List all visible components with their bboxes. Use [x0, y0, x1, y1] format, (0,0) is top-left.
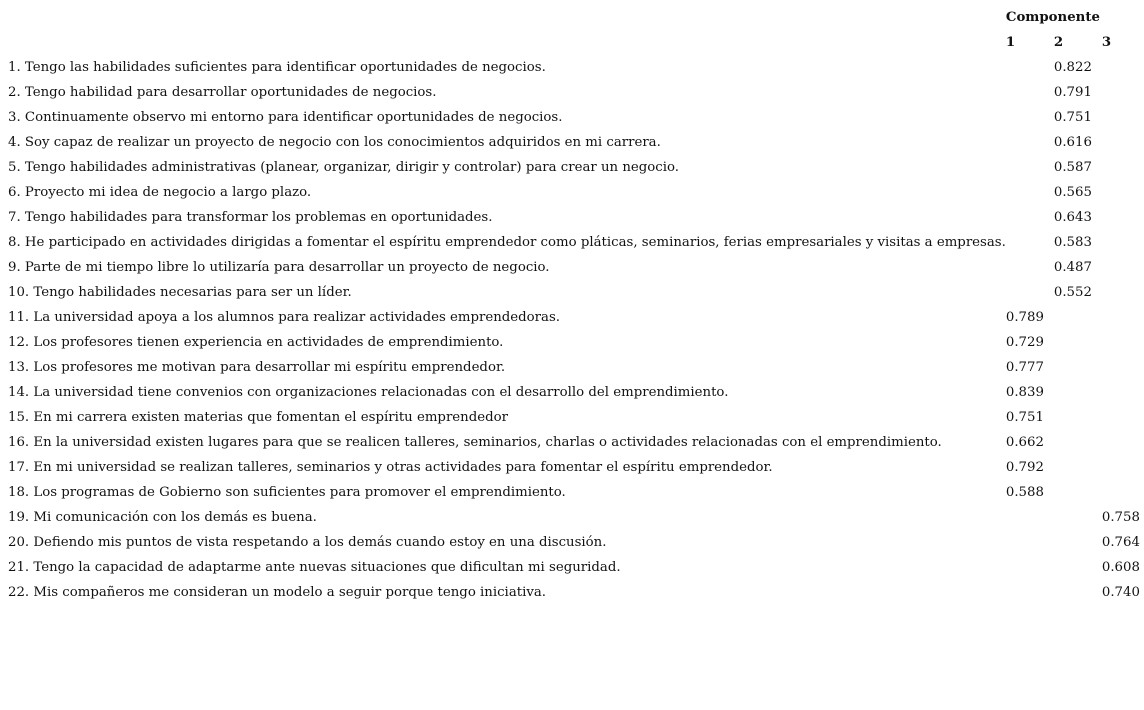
item-text: 2. Tengo habilidad para desarrollar oportunidades de negocios.	[8, 85, 437, 100]
loading-component-1	[1006, 105, 1054, 130]
table-header	[8, 5, 1142, 55]
loading-component-1	[1006, 155, 1054, 180]
table-row	[8, 330, 1142, 355]
table-row	[8, 280, 1142, 305]
loading-component-2: 0.643	[1053, 210, 1092, 225]
loading-component-2	[1054, 555, 1102, 580]
loading-component-3	[1102, 355, 1142, 380]
column-header-3: 3	[1101, 35, 1112, 50]
loading-component-1: 0.588	[1005, 485, 1044, 500]
loading-component-3	[1102, 105, 1142, 130]
loading-component-1: 0.751	[1005, 410, 1044, 425]
loading-component-3	[1102, 80, 1142, 105]
table-row	[8, 230, 1142, 255]
table-row	[8, 480, 1142, 505]
item-text: 21. Tengo la capacidad de adaptarme ante nuevas situaciones que dificultan mi seguridad.	[8, 560, 621, 575]
table-row	[8, 530, 1142, 555]
item-text: 17. En mi universidad se realizan talleres, seminarios y otras actividades para fomentar el espíritu emprendedor.	[8, 460, 773, 475]
loading-component-2: 0.565	[1053, 185, 1092, 200]
loading-component-3	[1102, 430, 1142, 455]
item-text: 19. Mi comunicación con los demás es buena.	[8, 510, 317, 525]
loading-component-3	[1102, 480, 1142, 505]
item-text: 10. Tengo habilidades necesarias para ser un líder.	[8, 285, 352, 300]
loading-component-1	[1006, 255, 1054, 280]
table-row	[8, 305, 1142, 330]
loading-component-2: 0.822	[1053, 60, 1092, 75]
loading-component-1	[1006, 555, 1054, 580]
table-row	[8, 105, 1142, 130]
loading-component-3	[1102, 180, 1142, 205]
table-row	[8, 555, 1142, 580]
loading-component-3	[1102, 405, 1142, 430]
loading-component-1: 0.729	[1005, 335, 1044, 350]
item-text: 4. Soy capaz de realizar un proyecto de negocio con los conocimientos adquiridos en mi carrera.	[8, 135, 661, 150]
loading-component-3	[1102, 205, 1142, 230]
loading-component-1	[1006, 180, 1054, 205]
table-row	[8, 180, 1142, 205]
loading-component-1	[1006, 205, 1054, 230]
loading-component-1	[1006, 230, 1054, 255]
item-text: 8. He participado en actividades dirigidas a fomentar el espíritu emprendedor como pláticas, seminarios, ferias empresariales y visitas a empresas.	[8, 235, 1006, 250]
loading-component-2	[1054, 530, 1102, 555]
loading-component-3	[1102, 380, 1142, 405]
item-text: 14. La universidad tiene convenios con organizaciones relacionadas con el desarrollo del emprendimiento.	[8, 385, 729, 400]
column-header-1: 1	[1005, 35, 1016, 50]
column-header-2: 2	[1053, 35, 1064, 50]
table-row	[8, 455, 1142, 480]
loading-component-2: 0.552	[1053, 285, 1092, 300]
component-group-label: Componente	[1005, 10, 1100, 25]
loading-component-1: 0.789	[1005, 310, 1044, 325]
item-text: 22. Mis compañeros me consideran un modelo a seguir porque tengo iniciativa.	[8, 585, 547, 600]
table-row	[8, 155, 1142, 180]
loading-component-3	[1102, 155, 1142, 180]
item-text: 16. En la universidad existen lugares para que se realicen talleres, seminarios, charlas o actividades relacionadas con el emprendimiento.	[8, 435, 942, 450]
loading-component-2	[1054, 330, 1102, 355]
item-text: 11. La universidad apoya a los alumnos para realizar actividades emprendedoras.	[8, 310, 561, 325]
loading-component-2	[1054, 480, 1102, 505]
loading-component-3	[1102, 255, 1142, 280]
loading-component-2	[1054, 455, 1102, 480]
item-text: 7. Tengo habilidades para transformar los problemas en oportunidades.	[8, 210, 493, 225]
loading-component-2: 0.583	[1053, 235, 1092, 250]
table-row	[8, 380, 1142, 405]
item-text: 12. Los profesores tienen experiencia en actividades de emprendimiento.	[8, 335, 504, 350]
header-empty-cell	[8, 5, 1006, 30]
loading-component-2	[1054, 405, 1102, 430]
loading-component-2	[1054, 580, 1102, 605]
table-row	[8, 355, 1142, 380]
item-text: 20. Defiendo mis puntos de vista respetando a los demás cuando estoy en una discusión.	[8, 535, 607, 550]
item-text: 18. Los programas de Gobierno son suficientes para promover el emprendimiento.	[8, 485, 566, 500]
loading-component-2: 0.487	[1053, 260, 1092, 275]
item-text: 15. En mi carrera existen materias que fomentan el espíritu emprendedor	[8, 410, 508, 425]
loading-component-2: 0.616	[1053, 135, 1092, 150]
loading-component-1	[1006, 55, 1054, 80]
loading-component-3	[1102, 55, 1142, 80]
item-text: 6. Proyecto mi idea de negocio a largo plazo.	[8, 185, 312, 200]
item-text: 5. Tengo habilidades administrativas (planear, organizar, dirigir y controlar) para crear un negocio.	[8, 160, 679, 175]
loading-component-1	[1006, 80, 1054, 105]
header-empty-cell	[8, 30, 1006, 55]
table-row	[8, 130, 1142, 155]
loading-component-2	[1054, 355, 1102, 380]
loading-component-2	[1054, 430, 1102, 455]
loading-component-1: 0.839	[1005, 385, 1044, 400]
header-row-group	[8, 5, 1142, 30]
loading-component-2: 0.587	[1053, 160, 1092, 175]
loading-component-1	[1006, 130, 1054, 155]
loading-component-3	[1102, 130, 1142, 155]
table-row	[8, 505, 1142, 530]
header-row-columns	[8, 30, 1142, 55]
item-text: 3. Continuamente observo mi entorno para identificar oportunidades de negocios.	[8, 110, 563, 125]
loading-component-1	[1006, 505, 1054, 530]
loading-component-2	[1054, 380, 1102, 405]
loading-component-1	[1006, 280, 1054, 305]
loading-component-3: 0.740	[1101, 585, 1140, 600]
table-row	[8, 580, 1142, 605]
item-text: 9. Parte de mi tiempo libre lo utilizaría para desarrollar un proyecto de negocio.	[8, 260, 550, 275]
table-row	[8, 80, 1142, 105]
table-row	[8, 405, 1142, 430]
table-row	[8, 205, 1142, 230]
loading-component-3: 0.608	[1101, 560, 1140, 575]
loading-component-3	[1102, 230, 1142, 255]
item-text: 13. Los profesores me motivan para desarrollar mi espíritu emprendedor.	[8, 360, 506, 375]
table-row	[8, 55, 1142, 80]
loading-component-2: 0.751	[1053, 110, 1092, 125]
component-matrix-table	[8, 5, 1142, 605]
loading-component-1	[1006, 580, 1054, 605]
loading-component-3: 0.758	[1101, 510, 1140, 525]
loading-component-3	[1102, 280, 1142, 305]
loading-component-2	[1054, 505, 1102, 530]
loading-component-1: 0.777	[1005, 360, 1044, 375]
loading-component-3: 0.764	[1101, 535, 1140, 550]
table-body	[8, 55, 1142, 605]
loading-component-2	[1054, 305, 1102, 330]
table-row	[8, 255, 1142, 280]
loading-component-1: 0.662	[1005, 435, 1044, 450]
loading-component-3	[1102, 455, 1142, 480]
loading-component-1	[1006, 530, 1054, 555]
loading-component-2: 0.791	[1053, 85, 1092, 100]
table-row	[8, 430, 1142, 455]
item-text: 1. Tengo las habilidades suficientes para identificar oportunidades de negocios.	[8, 60, 546, 75]
loading-component-3	[1102, 305, 1142, 330]
loading-component-1: 0.792	[1005, 460, 1044, 475]
loading-component-3	[1102, 330, 1142, 355]
